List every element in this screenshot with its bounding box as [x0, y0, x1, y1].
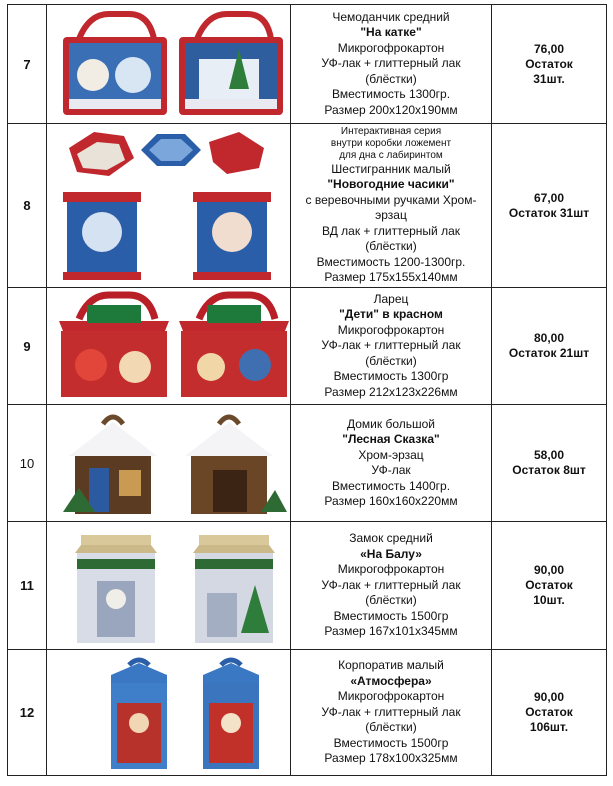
table-row: [8, 288, 607, 405]
series-note: для дна с лабиринтом: [339, 149, 443, 161]
product-spec: Микрогофрокартон: [337, 40, 445, 55]
product-description: [291, 288, 492, 405]
price-cell: [492, 650, 607, 776]
table-row: [8, 650, 607, 776]
product-spec: (блёстки): [365, 239, 417, 253]
stock-label: Остаток 31шт: [508, 205, 590, 220]
product-title: «На Балу»: [360, 546, 422, 561]
table-row: [8, 5, 607, 124]
product-title: "Лесная Сказка": [342, 432, 440, 446]
product-title: «Атмосфера»: [350, 673, 432, 688]
table-row: [8, 522, 607, 650]
product-spec: Размер 212х123х226мм: [324, 384, 458, 399]
price-value: 90,00: [533, 563, 565, 577]
price-cell: [492, 522, 607, 650]
table-row: [8, 124, 607, 288]
series-note: Интерактивная серия: [340, 125, 442, 137]
product-image-castle: [49, 525, 289, 647]
product-spec: Вместимость 1300гр: [333, 369, 449, 384]
product-type: Чемоданчик средний: [332, 9, 450, 24]
product-spec: УФ-лак + глиттерный лак: [321, 338, 461, 353]
product-spec: (блёстки): [365, 353, 417, 368]
product-spec: (блёстки): [365, 720, 417, 735]
product-title: "Новогодние часики": [327, 177, 455, 191]
product-description: [291, 5, 492, 124]
product-image-cell: [47, 405, 291, 522]
stock-label: Остаток: [525, 56, 573, 71]
product-spec: Вместимость 1200-1300гр.: [316, 254, 466, 269]
product-image-cell: [47, 5, 291, 124]
product-image-cell: [47, 288, 291, 405]
product-image-chest: [49, 291, 289, 401]
product-image-house: [49, 408, 289, 518]
product-spec: УФ-лак + глиттерный лак: [321, 56, 461, 71]
product-spec: Микрогофрокартон: [337, 322, 445, 337]
stock-label: Остаток 8шт: [512, 463, 586, 477]
product-type: Ларец: [373, 291, 409, 306]
product-title: "Дети" в красном: [339, 307, 443, 322]
product-type: Замок средний: [349, 531, 433, 546]
product-spec: Микрогофрокартон: [337, 689, 445, 704]
price-cell: [492, 288, 607, 405]
product-spec: Размер 175х155х140мм: [324, 270, 458, 284]
product-spec: Размер 160х160х220мм: [324, 494, 458, 508]
product-type: Корпоратив малый: [338, 658, 444, 673]
row-number: 8: [8, 124, 47, 288]
product-spec: (блёстки): [365, 71, 417, 86]
product-title: "На катке": [360, 25, 422, 40]
product-spec: Размер 178х100х325мм: [324, 751, 458, 766]
product-spec: Хром-эрзац: [358, 447, 424, 462]
product-spec: Вместимость 1300гр.: [331, 87, 451, 102]
product-type: Шестигранник малый: [331, 161, 451, 176]
price-value: 80,00: [533, 331, 565, 345]
row-number: 7: [8, 5, 47, 124]
stock-label: Остаток: [525, 578, 573, 592]
stock-label: 106шт.: [529, 720, 569, 734]
product-spec: Вместимость 1500гр: [333, 735, 449, 750]
product-table: [7, 4, 607, 776]
product-description: [291, 522, 492, 650]
product-description: [291, 124, 492, 288]
product-image-suitcase: [49, 9, 289, 119]
product-image-tall-box: [49, 653, 289, 773]
product-spec: Размер 167х101х345мм: [324, 624, 458, 639]
row-number: 12: [8, 650, 47, 776]
product-spec: ВД лак + глиттерный лак: [321, 223, 461, 238]
product-spec: Вместимость 1400гр.: [331, 478, 451, 493]
product-image-cell: [47, 124, 291, 288]
price-value: 76,00: [533, 41, 565, 56]
price-value: 67,00: [533, 190, 565, 205]
product-description: [291, 405, 492, 522]
product-spec: Микрогофрокартон: [337, 562, 445, 577]
product-spec: (блёстки): [365, 593, 417, 608]
price-cell: [492, 124, 607, 288]
series-note: внутри коробки ложемент: [330, 137, 452, 149]
product-image-cell: [47, 522, 291, 650]
product-spec: УФ-лак + глиттерный лак: [321, 704, 461, 719]
product-spec: Размер 200х120х190мм: [324, 102, 458, 117]
price-cell: [492, 405, 607, 522]
product-spec: Вместимость 1500гр: [333, 608, 449, 623]
row-number: 11: [8, 522, 47, 650]
stock-label: Остаток 21шт: [508, 346, 590, 360]
product-spec: эрзац: [375, 208, 407, 222]
stock-label: 10шт.: [533, 593, 565, 607]
price-cell: [492, 5, 607, 124]
table-row: [8, 405, 607, 522]
row-number: 9: [8, 288, 47, 405]
product-spec: УФ-лак: [371, 463, 411, 477]
price-value: 58,00: [533, 448, 565, 462]
stock-label: Остаток: [525, 705, 573, 719]
row-number: 10: [8, 405, 47, 522]
product-image-hexagon-box: [49, 128, 289, 284]
price-value: 90,00: [533, 690, 565, 704]
product-description: [291, 650, 492, 776]
product-spec: УФ-лак + глиттерный лак: [321, 577, 461, 592]
product-type: Домик большой: [346, 416, 435, 431]
product-spec: с веревочными ручками Хром-: [305, 192, 477, 207]
stock-label: 31шт.: [533, 71, 565, 86]
product-image-cell: [47, 650, 291, 776]
